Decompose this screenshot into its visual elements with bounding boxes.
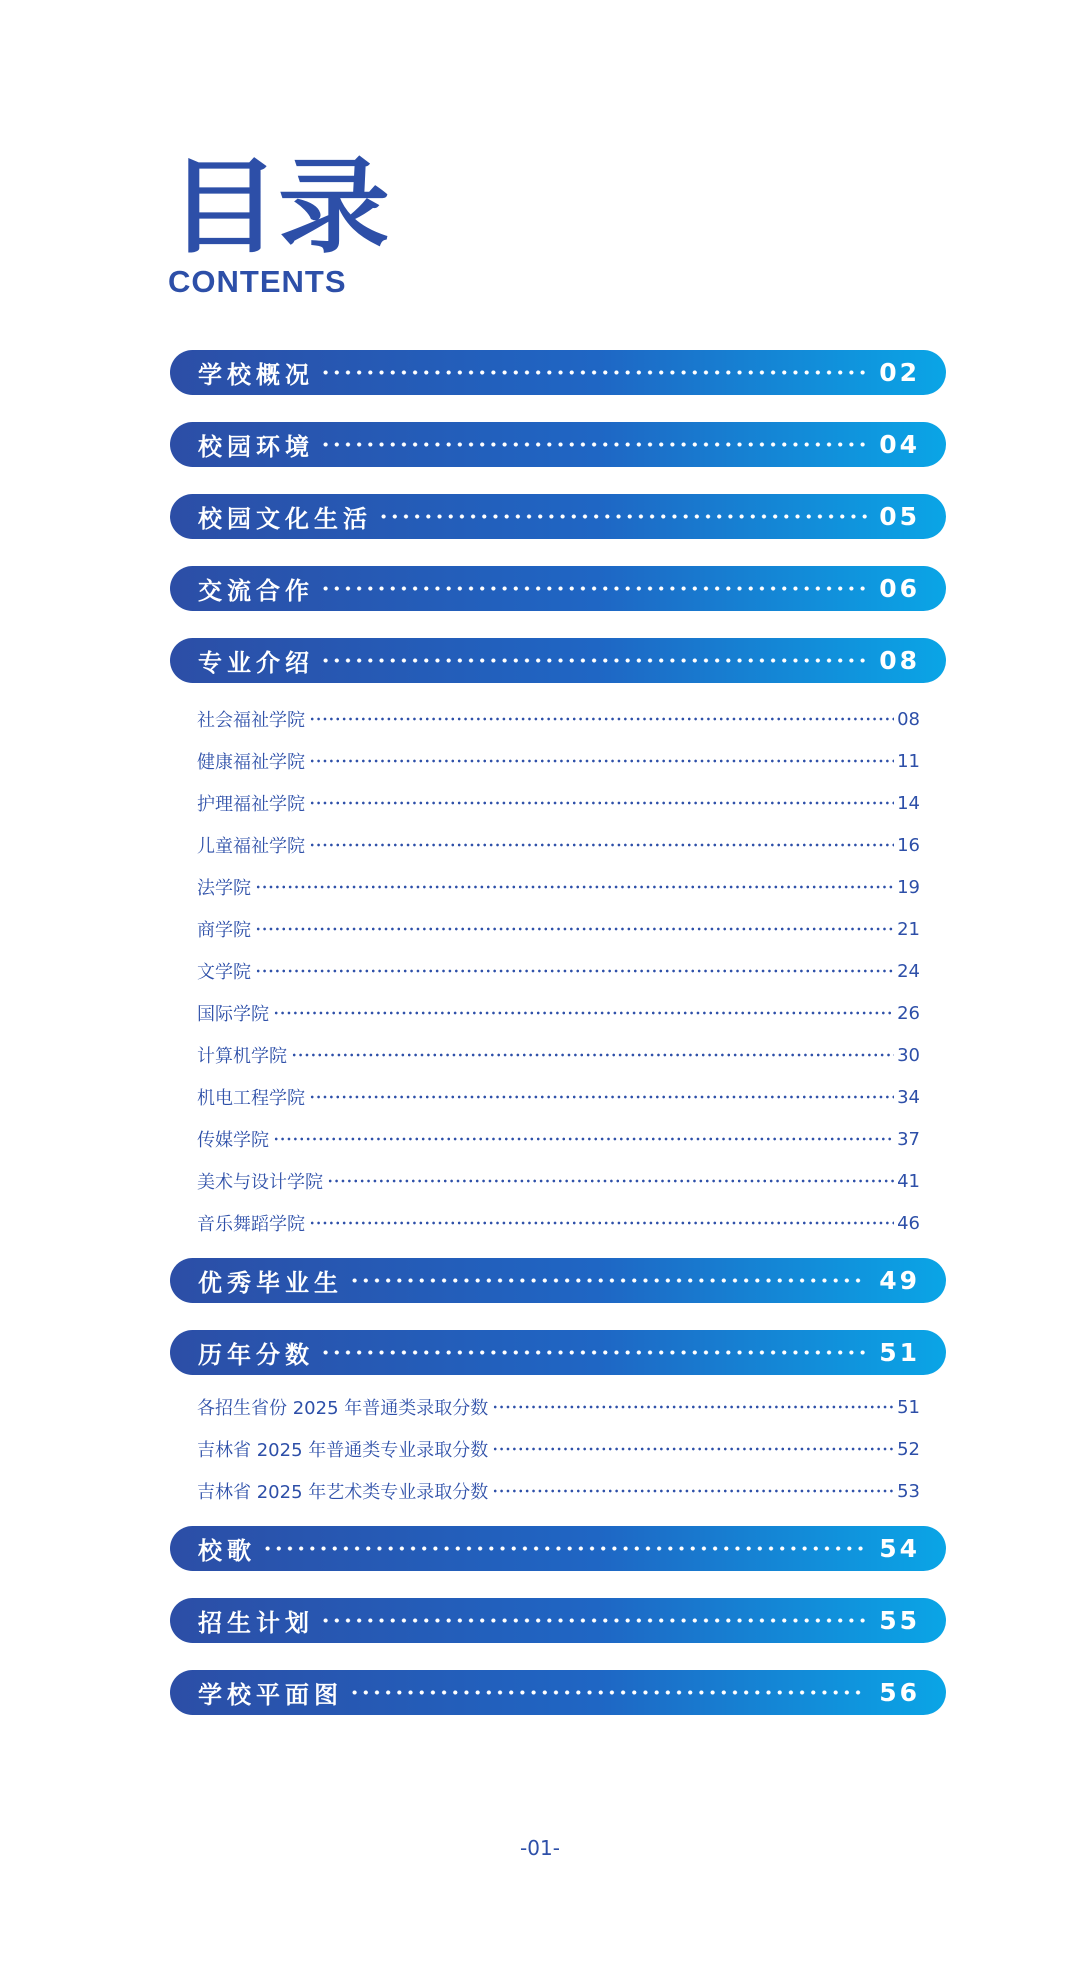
toc-section-page: 06: [879, 574, 920, 603]
toc-sub-item[interactable]: [197, 832, 920, 858]
toc-sub-item[interactable]: [197, 1126, 920, 1152]
dot-leader: [320, 1618, 867, 1623]
dot-leader: [349, 1278, 867, 1283]
toc-section-campus-map[interactable]: [170, 1670, 946, 1715]
toc-section-label: 专业介绍: [198, 649, 314, 677]
toc-section-campus-environment[interactable]: [170, 422, 946, 467]
toc-sub-label: 儿童福祉学院: [197, 836, 305, 857]
toc-sub-item[interactable]: [197, 1210, 920, 1236]
toc-section-label: 交流合作: [198, 577, 314, 605]
toc-section-label: 校歌: [198, 1537, 256, 1565]
toc-sub-label: 传媒学院: [197, 1130, 269, 1151]
toc-sub-item[interactable]: [197, 1394, 920, 1420]
toc-sub-item[interactable]: [197, 1000, 920, 1026]
toc-sub-page: 37: [897, 1128, 920, 1150]
toc-sub-label: 美术与设计学院: [197, 1172, 323, 1193]
toc-section-label: 历年分数: [198, 1341, 314, 1369]
toc-sub-label: 法学院: [197, 878, 251, 899]
dot-leader: [291, 1053, 894, 1057]
toc-sub-label: 音乐舞蹈学院: [197, 1214, 305, 1235]
toc-section-majors[interactable]: [170, 638, 946, 683]
dot-leader: [309, 717, 894, 721]
toc-section-page: 51: [879, 1338, 920, 1367]
toc-sub-page: 21: [897, 918, 920, 940]
toc-sub-page: 11: [897, 750, 920, 772]
dot-leader: [320, 1350, 867, 1355]
toc-sub-page: 30: [897, 1044, 920, 1066]
toc-section-label: 校园环境: [198, 433, 314, 461]
toc-section-page: 04: [879, 430, 920, 459]
toc-sub-item[interactable]: [197, 874, 920, 900]
toc-sub-item[interactable]: [197, 916, 920, 942]
page-subtitle: CONTENTS: [168, 264, 347, 299]
toc-sub-label: 健康福祉学院: [197, 752, 305, 773]
dot-leader: [273, 1137, 894, 1141]
toc-section-label: 招生计划: [198, 1609, 314, 1637]
dot-leader: [320, 442, 867, 447]
toc-sub-label: 商学院: [197, 920, 251, 941]
toc-sub-label: 机电工程学院: [197, 1088, 305, 1109]
toc-section-graduates[interactable]: [170, 1258, 946, 1303]
toc-sub-page: 16: [897, 834, 920, 856]
toc-section-campus-culture[interactable]: [170, 494, 946, 539]
toc-section-school-song[interactable]: [170, 1526, 946, 1571]
toc-sub-item[interactable]: [197, 1478, 920, 1504]
toc-section-page: 05: [879, 502, 920, 531]
toc-sub-item[interactable]: [197, 706, 920, 732]
toc-section-scores[interactable]: [170, 1330, 946, 1375]
page-title: 目录: [168, 147, 388, 268]
toc-sub-page: 26: [897, 1002, 920, 1024]
toc-sub-page: 19: [897, 876, 920, 898]
dot-leader: [320, 586, 867, 591]
dot-leader: [255, 885, 894, 889]
dot-leader: [262, 1546, 867, 1551]
dot-leader: [320, 370, 867, 375]
toc-sub-label: 计算机学院: [197, 1046, 287, 1067]
toc-sub-item[interactable]: [197, 1168, 920, 1194]
dot-leader: [309, 759, 894, 763]
dot-leader: [349, 1690, 867, 1695]
toc-section-label: 学校概况: [198, 361, 314, 389]
toc-sub-label: 社会福祉学院: [197, 710, 305, 731]
dot-leader: [309, 1095, 894, 1099]
toc-sub-item[interactable]: [197, 1084, 920, 1110]
toc-sub-item[interactable]: [197, 1042, 920, 1068]
toc-section-page: 02: [879, 358, 920, 387]
toc-section-label: 优秀毕业生: [198, 1269, 343, 1297]
toc-section-page: 55: [879, 1606, 920, 1635]
dot-leader: [492, 1405, 894, 1409]
toc-sub-page: 34: [897, 1086, 920, 1108]
dot-leader: [309, 1221, 894, 1225]
toc-section-enrollment-plan[interactable]: [170, 1598, 946, 1643]
toc-sub-label: 护理福祉学院: [197, 794, 305, 815]
toc-section-page: 08: [879, 646, 920, 675]
toc-sub-page: 53: [897, 1480, 920, 1502]
toc-sub-page: 14: [897, 792, 920, 814]
dot-leader: [492, 1489, 894, 1493]
dot-leader: [273, 1011, 894, 1015]
dot-leader: [309, 801, 894, 805]
dot-leader: [327, 1179, 894, 1183]
toc-sub-item[interactable]: [197, 958, 920, 984]
dot-leader: [309, 843, 894, 847]
toc-sub-page: 51: [897, 1396, 920, 1418]
toc-section-exchange[interactable]: [170, 566, 946, 611]
dot-leader: [378, 514, 867, 519]
toc-sub-label: 国际学院: [197, 1004, 269, 1025]
dot-leader: [255, 969, 894, 973]
toc-sub-label: 吉林省 2025 年艺术类专业录取分数: [197, 1482, 489, 1503]
toc-sub-item[interactable]: [197, 1436, 920, 1462]
toc-sub-label: 文学院: [197, 962, 251, 983]
toc-sub-label: 各招生省份 2025 年普通类录取分数: [197, 1398, 489, 1419]
toc-section-page: 49: [879, 1266, 920, 1295]
toc-section-label: 学校平面图: [198, 1681, 343, 1709]
toc-sub-label: 吉林省 2025 年普通类专业录取分数: [197, 1440, 489, 1461]
toc-section-label: 校园文化生活: [198, 505, 372, 533]
toc-sub-page: 46: [897, 1212, 920, 1234]
toc-section-page: 56: [879, 1678, 920, 1707]
toc-sub-page: 24: [897, 960, 920, 982]
dot-leader: [320, 658, 867, 663]
toc-section-school-overview[interactable]: [170, 350, 946, 395]
page-number: -01-: [520, 1836, 560, 1860]
dot-leader: [492, 1447, 894, 1451]
toc-sub-page: 52: [897, 1438, 920, 1460]
toc-section-page: 54: [879, 1534, 920, 1563]
toc-sub-item[interactable]: [197, 748, 920, 774]
toc-sub-item[interactable]: [197, 790, 920, 816]
toc-sub-page: 41: [897, 1170, 920, 1192]
toc-sub-page: 08: [897, 708, 920, 730]
dot-leader: [255, 927, 894, 931]
